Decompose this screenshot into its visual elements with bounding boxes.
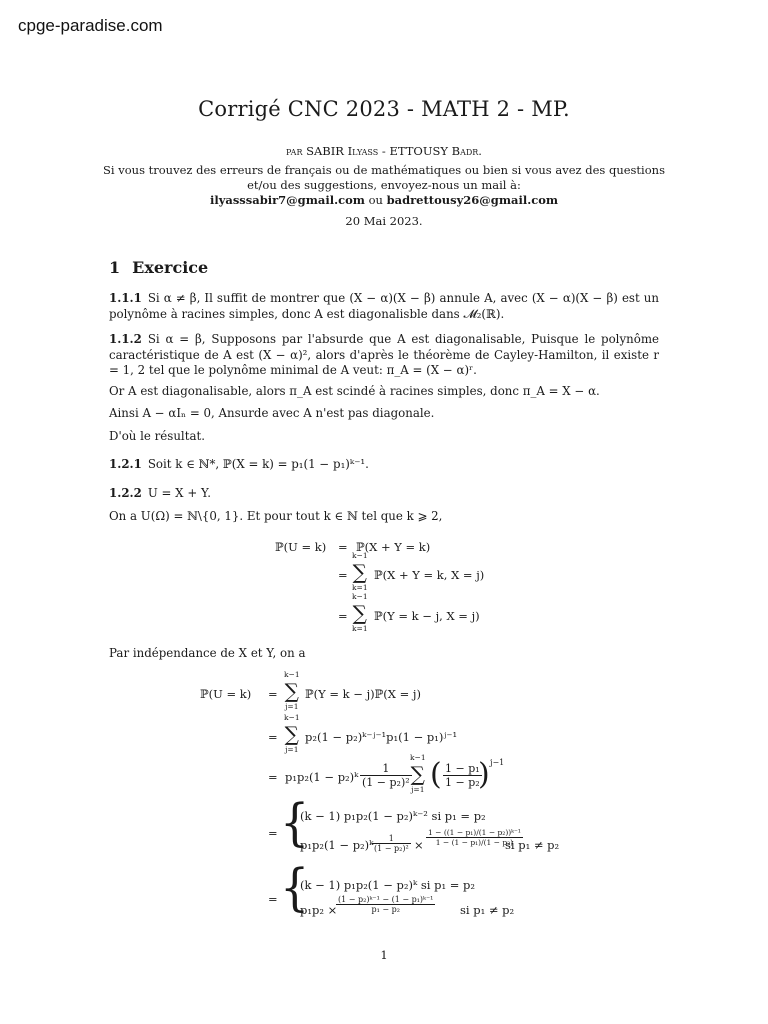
author1-last: Ilyass (347, 144, 379, 158)
case2-frac-num: (1 − p₂)ᵏ⁻¹ − (1 − p₁)ᵏ⁻¹ (338, 895, 434, 904)
sum-lower: j=1 (285, 745, 299, 754)
eq2-row3-frac (360, 762, 412, 789)
section-heading (109, 258, 208, 277)
sum-lower: k=1 (352, 583, 368, 592)
author1-first: SABIR (306, 144, 344, 158)
case1-times: × (414, 838, 424, 852)
sum-symbol: ∑ (410, 762, 425, 786)
eq2-lhs: ℙ(U = k) (200, 687, 252, 701)
eq2-row3-sum (410, 754, 426, 794)
sum-upper: k−1 (352, 592, 368, 601)
text-1-2-1: Soit k ∈ ℕ*, ℙ(X = k) = p₁(1 − p₁)ᵏ⁻¹. (147, 457, 369, 471)
case1-a: (k − 1) p₁p₂(1 − p₂)ᵏ⁻² si p₁ = p₂ (300, 809, 486, 823)
email-1[interactable]: ilyasssabir7@gmail.com (209, 193, 365, 207)
notice-line-2: et/ou des suggestions, envoyez-nous un mail à: (247, 178, 521, 192)
sum-upper: k−1 (284, 713, 300, 722)
date: 20 Mai 2023. (345, 214, 423, 228)
eq2-row3-exponent: j−1 (490, 758, 505, 767)
sum-lower: j=1 (411, 785, 425, 794)
byline (0, 144, 768, 159)
label-1-1-1: 1.1.1 (109, 291, 142, 305)
sum-upper: k−1 (410, 753, 426, 762)
email-or: ou (368, 193, 383, 207)
eq1-eq-2: = (338, 568, 348, 582)
case1-big-num: 1 − ((1 − p₁)/(1 − p₂))ᵏ⁻¹ (428, 828, 521, 837)
sum-symbol: ∑ (352, 601, 367, 625)
site-watermark: cpge-paradise.com (18, 16, 163, 35)
label-1-2-1: 1.2.1 (109, 457, 142, 471)
case2-frac-den: p₁ − p₂ (371, 905, 400, 914)
eq2-eq-2: = (268, 730, 278, 744)
eq2-row3-inner-frac (443, 762, 482, 789)
text-1-2-2: U = X + Y. (147, 486, 211, 500)
author2-last: Badr. (451, 144, 482, 158)
eq2-row2: p₂(1 − p₂)ᵏ⁻ʲ⁻¹p₁(1 − p₁)ʲ⁻¹ (305, 730, 458, 744)
paragraph-ainsi: Ainsi A − αIₙ = 0, Ansurde avec A n'est pas diagonale. (109, 406, 435, 420)
eq2-sum-1 (284, 671, 300, 711)
paren-right: ) (478, 757, 490, 792)
eq1-row2: ℙ(X + Y = k, X = j) (374, 568, 485, 582)
eq1-eq-3: = (338, 609, 348, 623)
eq2-eq-4: = (268, 826, 278, 840)
sum-symbol: ∑ (284, 679, 299, 703)
section-title: Exercice (132, 258, 209, 277)
contact-emails (0, 193, 768, 208)
case2-b-frac (336, 895, 435, 914)
email-2[interactable]: badrettousy26@gmail.com (386, 193, 559, 207)
eq2-row1: ℙ(Y = k − j)ℙ(X = j) (305, 687, 421, 701)
frac-denominator: (1 − p₂)² (362, 776, 410, 789)
sum-lower: k=1 (352, 624, 368, 633)
section-number: 1 (109, 258, 121, 277)
text-1-1-1: Si α ≠ β, Il suffit de montrer que (X − α)(X − β) annule A, avec (X − α)(X − β) est un polynôme à racines simples, donc A est diagonalisble dans 𝓜₂(ℝ). (109, 291, 659, 321)
case1-big-den: 1 − (1 − p₁)/(1 − p₂) (435, 838, 514, 847)
case1-b-prefix: p₁p₂(1 − p₂)ᵏ (300, 838, 374, 852)
sum-upper: k−1 (284, 670, 300, 679)
cases-brace-2: { (280, 857, 310, 917)
notice-line-1: Si vous trouvez des erreurs de français ou de mathématiques ou bien si vous avez des questions (103, 163, 665, 177)
page-number: 1 (380, 948, 388, 962)
sum-upper: k−1 (352, 551, 368, 560)
frac-numerator: 1 (360, 762, 412, 776)
eq1-sum-2 (352, 593, 368, 633)
case1-frac-den: (1 − p₂)² (374, 844, 409, 853)
eq2-eq-1: = (268, 687, 278, 701)
document-title: Corrigé CNC 2023 - MATH 2 - MP. (198, 97, 570, 121)
eq2-row3-prefix: p₁p₂(1 − p₂)ᵏ (285, 770, 359, 784)
paren-left: ( (430, 757, 442, 792)
eq1-row1: ℙ(X + Y = k) (356, 540, 431, 554)
cases-brace-1: { (280, 792, 310, 852)
case1-cond: si p₁ ≠ p₂ (505, 838, 560, 852)
eq2-eq-5: = (268, 892, 278, 906)
sum-lower: j=1 (285, 702, 299, 711)
eq1-sum-1 (352, 552, 368, 592)
paragraph-1-2-2 (109, 486, 659, 502)
author2-first: ETTOUSY (389, 144, 448, 158)
paragraph-dou: D'où le résultat. (109, 429, 205, 443)
paragraph-on-a: On a U(Ω) = ℕ\{0, 1}. Et pour tout k ∈ ℕ tel que k ⩾ 2, (109, 509, 443, 523)
label-1-1-2: 1.1.2 (109, 332, 142, 346)
eq2-eq-3: = (268, 770, 278, 784)
case1-frac-num: 1 (372, 834, 411, 844)
label-1-2-2: 1.2.2 (109, 486, 142, 500)
byline-par: par (286, 144, 303, 158)
paragraph-1-2-1 (109, 457, 659, 473)
inner-frac-denominator: 1 − p₂ (445, 776, 480, 789)
eq1-lhs: ℙ(U = k) (275, 540, 327, 554)
paragraph-independance: Par indépendance de X et Y, on a (109, 646, 306, 660)
sum-symbol: ∑ (352, 560, 367, 584)
text-1-1-2: Si α = β, Supposons par l'absurde que A est diagonalisable, Puisque le polynôme caractéristique de A est (X − α)², alors d'après le théorème de Cayley-Hamilton, il existe r = 1, 2 tel que le polynôme minimal de A veut: π_A = (X − α)ʳ. (109, 332, 659, 377)
eq1-row3: ℙ(Y = k − j, X = j) (374, 609, 480, 623)
case1-b-frac (372, 834, 411, 853)
case2-cond: si p₁ ≠ p₂ (460, 903, 515, 917)
case2-a: (k − 1) p₁p₂(1 − p₂)ᵏ si p₁ = p₂ (300, 878, 475, 892)
inner-frac-numerator: 1 − p₁ (445, 762, 480, 775)
paragraph-1-1-2 (109, 332, 659, 379)
eq2-sum-2 (284, 714, 300, 754)
paragraph-or: Or A est diagonalisable, alors π_A est scindé à racines simples, donc π_A = X − α. (109, 384, 600, 398)
byline-separator: - (381, 144, 386, 158)
eq1-eq-1: = (338, 540, 348, 554)
sum-symbol: ∑ (284, 722, 299, 746)
case2-b-prefix: p₁p₂ × (300, 903, 338, 917)
paragraph-1-1-1 (109, 291, 659, 322)
